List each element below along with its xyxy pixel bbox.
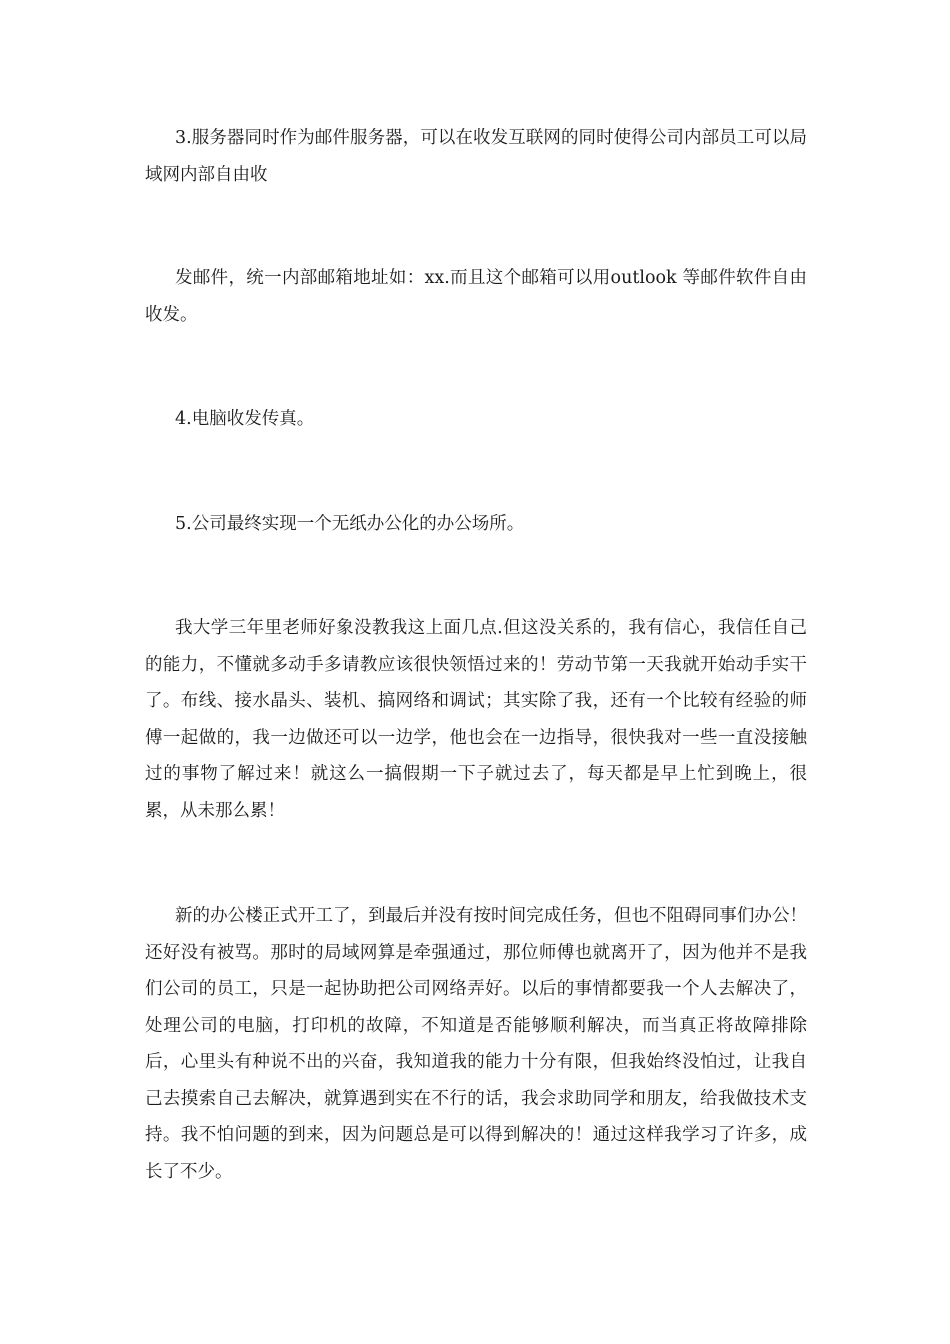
paragraph-learning-experience: 我大学三年里老师好象没教我这上面几点.但这没关系的，我有信心，我信任自己的能力，不懂就多动手多请教应该很快领悟过来的！劳动节第一天我就开始动手实干了。布线、接水晶头、装机、搞网络和调试；其实除了我，还有一个比较有经验的师傅一起做的，我一边做还可以一边学，他也会在一边指导，很快我对一些一直没接触过的事物了解过来！就这么一搞假期一下子就过去了，每天都是早上忙到晚上，很累，从未那么累！ <box>145 618 807 821</box>
paragraph-paperless-office: 5.公司最终实现一个无纸办公化的办公场所。 <box>175 514 525 534</box>
paragraph-new-office-building: 新的办公楼正式开工了，到最后并没有按时间完成任务，但也不阻碍同事们办公！还好没有被骂。那时的局域网算是牵强通过，那位师傅也就离开了，因为他并不是我们公司的员工，只是一起协助把公司网络弄好。以后的事情都要我一个人去解决了，处理公司的电脑，打印机的故障，不知道是否能够顺利解决，而当真正将故障排除后，心里头有种说不出的兴奋，我知道我的能力十分有限，但我始终没怕过，让我自己去摸索自己去解决，就算遇到实在不行的话，我会求助同学和朋友，给我做技术支持。我不怕问题的到来，因为问题总是可以得到解决的！通过这样我学习了许多，成长了不少。 <box>145 906 807 1182</box>
paragraph-mail-address: 发邮件，统一内部邮箱地址如：xx.而且这个邮箱可以用outlook 等邮件软件自由收发。 <box>145 268 807 325</box>
paragraph-fax: 4.电脑收发传真。 <box>175 409 315 429</box>
paragraph-mail-server: 3.服务器同时作为邮件服务器，可以在收发互联网的同时使得公司内部员工可以局域网内部自由收 <box>145 128 807 185</box>
